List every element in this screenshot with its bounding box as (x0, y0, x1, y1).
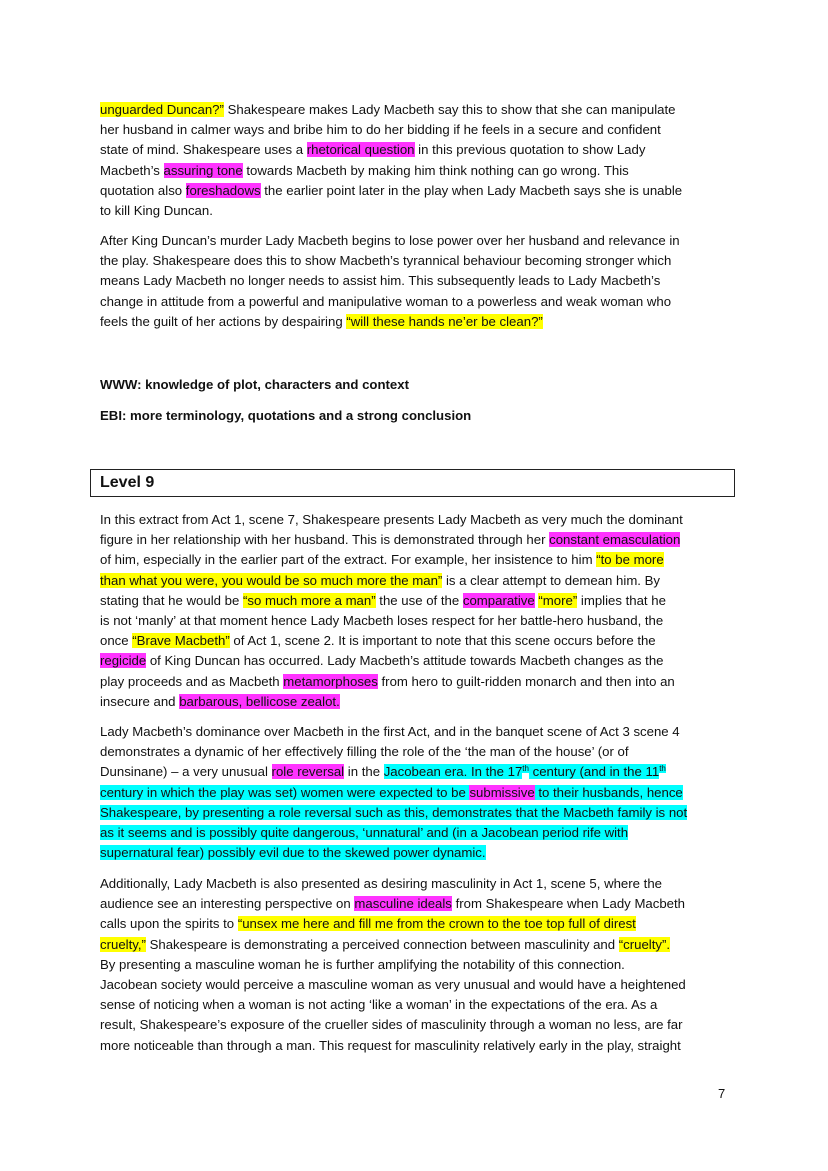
text-line (100, 530, 732, 550)
paragraph-1 (100, 100, 732, 221)
text-line (100, 292, 732, 312)
text-line (100, 823, 732, 843)
text-line (100, 692, 732, 712)
text-line (100, 894, 732, 914)
text-run: from hero to guilt-ridden monarch and then into an (377, 673, 675, 689)
text-line (100, 271, 732, 291)
highlighted-text: constant emasculation (549, 532, 681, 548)
highlighted-text: century in which the play was set) women were expected to be (100, 784, 470, 800)
highlighted-text: role reversal (271, 764, 345, 780)
highlighted-text: supernatural fear) possibly evil due to the skewed power dynamic. (100, 845, 486, 861)
text-run: in this previous quotation to show Lady (414, 142, 646, 158)
text-line (100, 874, 732, 894)
text-run: from Shakespeare when Lady Macbeth (451, 896, 686, 912)
text-line (100, 914, 732, 934)
text-run: demonstrates a dynamic of her effectively filling the role of the ‘the man of the house’ (or of (100, 744, 629, 760)
highlighted-text: “cruelty”. (618, 936, 671, 952)
text-line (100, 1036, 732, 1056)
text-line (100, 140, 732, 160)
text-line (100, 161, 732, 181)
highlighted-text: barbarous, bellicose zealot. (179, 693, 340, 709)
highlighted-text: “will these hands ne’er be clean?” (346, 313, 543, 329)
paragraph-5 (100, 874, 732, 1056)
text-line (100, 100, 732, 120)
text-line (100, 510, 732, 530)
text-run: In this extract from Act 1, scene 7, Shakespeare presents Lady Macbeth as very much the dominant (100, 512, 683, 527)
text-line (100, 651, 732, 671)
highlighted-text: century (and in the 11 (528, 764, 660, 780)
text-run: of King Duncan has occurred. Lady Macbeth’s attitude towards Macbeth changes as the (146, 653, 664, 669)
text-line (100, 783, 732, 803)
text-run: the use of the (375, 592, 463, 608)
text-run: Dunsinane) – a very unusual (100, 764, 272, 780)
highlighted-text: masculine ideals (354, 896, 452, 912)
highlighted-text: “unsex me here and fill me from the crown to the toe top full of direst (237, 916, 636, 932)
text-line (100, 550, 732, 570)
text-run: Macbeth’s (100, 162, 164, 178)
highlighted-text: “more” (538, 592, 578, 608)
text-run: feels the guilt of her actions by despairing (100, 313, 347, 329)
highlighted-text: “to be more (596, 552, 664, 568)
text-line (100, 201, 732, 221)
highlighted-text: “Brave Macbeth” (132, 633, 230, 649)
highlighted-text: comparative (462, 592, 535, 608)
paragraph-3 (100, 510, 732, 712)
text-run: of Act 1, scene 2. It is important to note that this scene occurs before the (229, 633, 656, 649)
text-run: to kill King Duncan. (100, 202, 213, 218)
text-line (100, 935, 732, 955)
level-title: Level 9 (100, 474, 155, 491)
text-run: the play. Shakespeare does this to show Macbeth’s tyrannical behaviour becoming stronger which (100, 253, 672, 269)
text-run: more noticeable than through a man. This request for masculinity relatively early in the play, straight (100, 1037, 681, 1053)
paragraph-4 (100, 722, 732, 863)
text-line (100, 672, 732, 692)
text-run: in the (344, 764, 384, 780)
text-run: stating that he would be (100, 592, 243, 608)
www-feedback: WWW: knowledge of plot, characters and context (100, 377, 409, 392)
level-heading-box (90, 469, 735, 497)
text-run: state of mind. Shakespeare uses a (100, 142, 307, 158)
text-line (100, 591, 732, 611)
text-run: implies that he (577, 592, 666, 608)
text-line (100, 181, 732, 201)
highlighted-text: foreshadows (185, 182, 261, 198)
text-line (100, 231, 732, 251)
highlighted-text: to their husbands, hence (534, 784, 683, 800)
text-line (100, 251, 732, 271)
text-line (100, 1015, 732, 1035)
text-run: calls upon the spirits to (100, 916, 238, 932)
text-run: play proceeds and as Macbeth (100, 673, 284, 689)
text-run: is a clear attempt to demean him. By (442, 572, 661, 588)
text-run: Shakespeare is demonstrating a perceived connection between masculinity and (145, 936, 619, 952)
text-run: Additionally, Lady Macbeth is also presented as desiring masculinity in Act 1, scene 5, where the (100, 876, 662, 891)
text-run: By presenting a masculine woman he is further amplifying the notability of this connection. (100, 956, 625, 972)
highlighted-text: metamorphoses (283, 673, 378, 689)
text-line (100, 955, 732, 975)
text-run: Jacobean society would perceive a masculine woman as very unusual and would have a heightened (100, 976, 686, 992)
highlighted-text: th (659, 763, 666, 773)
text-run: Lady Macbeth’s dominance over Macbeth in the first Act, and in the banquet scene of Act 3 scene 4 (100, 724, 680, 739)
highlighted-text: regicide (100, 653, 147, 669)
text-run: of him, especially in the earlier part of the extract. For example, her insistence to him (100, 552, 597, 568)
text-line (100, 742, 732, 762)
highlighted-text: “so much more a man” (242, 592, 376, 608)
text-run: towards Macbeth by making him think nothing can go wrong. This (242, 162, 629, 178)
text-line (100, 975, 732, 995)
highlighted-text: Jacobean era. In the 17 (383, 764, 523, 780)
text-run: quotation also (100, 182, 186, 198)
text-run: Shakespeare makes Lady Macbeth say this to show that she can manipulate (223, 102, 676, 117)
text-line (100, 631, 732, 651)
highlighted-text: rhetorical question (306, 142, 415, 158)
text-run: After King Duncan’s murder Lady Macbeth begins to lose power over her husband and relevance in (100, 233, 680, 248)
text-run: figure in her relationship with her husband. This is demonstrated through her (100, 532, 550, 548)
paragraph-2 (100, 231, 732, 332)
text-run: means Lady Macbeth no longer needs to assist him. This subsequently leads to Lady Macbeth’s (100, 273, 661, 289)
highlighted-text: than what you were, you would be so much more the man” (100, 572, 443, 588)
text-line (100, 722, 732, 742)
highlighted-text: as it seems and is possibly quite dangerous, ‘unnatural’ and (in a Jacobean period rife with (100, 824, 629, 840)
highlighted-text: th (522, 763, 529, 773)
highlighted-text: assuring tone (163, 162, 243, 178)
text-run: her husband in calmer ways and bribe him to do her bidding if he feels in a secure and confident (100, 122, 661, 138)
text-line (100, 995, 732, 1015)
text-line (100, 611, 732, 631)
text-run: change in attitude from a powerful and manipulative woman to a powerless and weak woman who (100, 293, 672, 309)
text-line (100, 762, 732, 782)
text-run: once (100, 633, 133, 649)
text-line (100, 120, 732, 140)
highlighted-text: cruelty,” (100, 936, 146, 952)
text-run: audience see an interesting perspective on (100, 896, 355, 912)
text-run: sense of noticing when a woman is not acting ‘like a woman’ in the expectations of the era. As a (100, 997, 658, 1013)
highlighted-text: Shakespeare, by presenting a role reversal such as this, demonstrates that the Macbeth family is not (100, 804, 688, 820)
highlighted-text: submissive (469, 784, 535, 800)
text-line (100, 843, 732, 863)
text-line (100, 312, 732, 332)
text-run: the earlier point later in the play when Lady Macbeth says she is unable (260, 182, 683, 198)
text-line (100, 571, 732, 591)
highlighted-text: unguarded Duncan?” (100, 102, 224, 117)
page-number: 7 (718, 1086, 726, 1101)
text-run: is not ‘manly’ at that moment hence Lady Macbeth loses respect for her battle-hero husband, the (100, 612, 664, 628)
text-line (100, 803, 732, 823)
text-run: result, Shakespeare’s exposure of the crueller sides of masculinity through a woman no less, are far (100, 1017, 683, 1033)
ebi-feedback: EBI: more terminology, quotations and a strong conclusion (100, 408, 472, 423)
text-run: insecure and (100, 693, 180, 709)
